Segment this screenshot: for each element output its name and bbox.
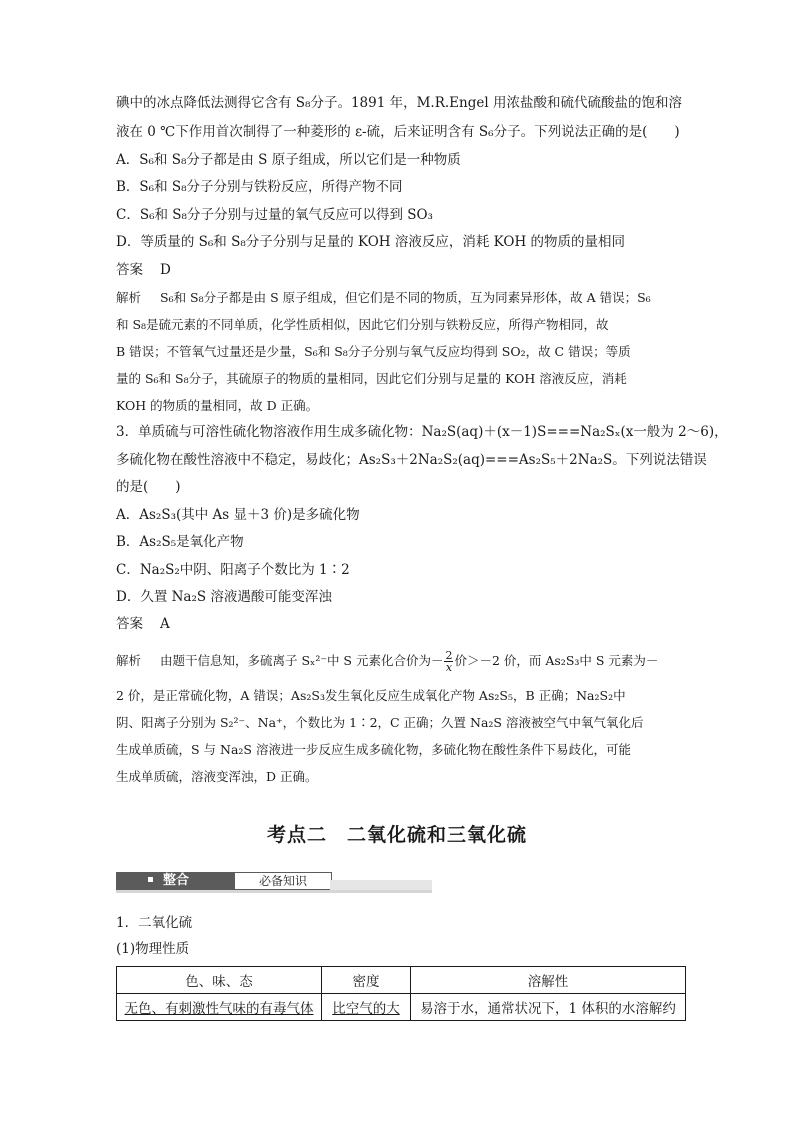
table-header-cell: 色、味、态 bbox=[117, 967, 322, 994]
section-tag-bar bbox=[116, 872, 432, 894]
q3-option-c: C．Na₂S₂中阴、阳离子个数比为 1∶2 bbox=[116, 562, 350, 578]
table-cell: 易溶于水，通常状况下，1 体积的水溶解约 bbox=[411, 994, 686, 1021]
q3-option-a: A．As₂S₃(其中 As 显＋3 价)是多硫化物 bbox=[116, 507, 360, 523]
q2-option-a: A．S₆和 S₈分子都是由 S 原子组成，所以它们是一种物质 bbox=[116, 152, 461, 168]
subsection-heading: 1．二氧化硫 bbox=[116, 915, 193, 931]
analysis-label: 解析 bbox=[116, 290, 142, 305]
q2-option-b: B．S₆和 S₈分子分别与铁粉反应，所得产物不同 bbox=[116, 179, 403, 195]
q3-stem-line1: 3．单质硫与可溶性硫化物溶液作用生成多硫化物：Na₂S(aq)＋(x－1)S===Na₂Sₓ(x一般为 2～6)， bbox=[116, 424, 728, 440]
q2-analysis-line2: 和 S₈是硫元素的不同单质，化学性质相似，因此它们分别与铁粉反应，所得产物相同，故 bbox=[116, 317, 609, 332]
tag-dark bbox=[116, 872, 234, 890]
q3-answer bbox=[116, 615, 170, 633]
analysis-label: 解析 bbox=[116, 653, 142, 668]
q3-analysis-line2: 2 价，是正常硫化物，A 错误；As₂S₃发生氧化反应生成氧化产物 As₂S₅，B 正确；Na₂S₂中 bbox=[116, 688, 626, 703]
q2-analysis-line5: KOH 的物质的量相同，故 D 正确。 bbox=[116, 398, 319, 413]
q3-analysis-line1 bbox=[116, 650, 658, 673]
q3-option-b: B．As₂S₅是氧化产物 bbox=[116, 534, 244, 550]
table-header-cell: 密度 bbox=[322, 967, 411, 994]
fraction-numerator: 2 bbox=[445, 649, 453, 662]
q3-analysis-line5: 生成单质硫，溶液变浑浊，D 正确。 bbox=[116, 769, 318, 784]
fraction bbox=[444, 650, 453, 673]
analysis-text-pre: 由题干信息知，多硫离子 Sₓ²⁻中 S 元素化合价为－ bbox=[160, 653, 444, 668]
q3-analysis-line4: 生成单质硫，S 与 Na₂S 溶液进一步反应生成多硫化物，多硫化物在酸性条件下易歧化，可能 bbox=[116, 742, 631, 757]
q2-analysis-line3: B 错误；不管氧气过量还是少量，S₆和 S₈分子分别与氧气反应均得到 SO₂，故 C 错误；等质 bbox=[116, 344, 631, 359]
q3-stem-line2: 多硫化物在酸性溶液中不稳定，易歧化；As₂S₃＋2Na₂S₂(aq)===As₂S₅＋2Na₂S。下列说法错误 bbox=[116, 452, 707, 468]
q2-analysis-line4: 量的 S₆和 S₈分子，其硫原子的物质的量相同，因此它们分别与足量的 KOH 溶液反应，消耗 bbox=[116, 371, 627, 386]
q2-stem-line1: 碘中的冰点降低法测得它含有 S₈分子。1891 年，M.R.Engel 用浓盐酸和硫代硫酸盐的饱和溶 bbox=[116, 95, 682, 111]
analysis-text-post: 价＞－2 价，而 As₂S₃中 S 元素为－ bbox=[454, 653, 659, 668]
table-row bbox=[117, 994, 686, 1021]
tag-bar-underline bbox=[116, 890, 432, 893]
subsection-subheading: (1)物理性质 bbox=[116, 941, 190, 957]
q3-option-d: D．久置 Na₂S 溶液遇酸可能变浑浊 bbox=[116, 589, 332, 605]
analysis-text: S₆和 S₈分子都是由 S 原子组成，但它们是不同的物质，互为同素异形体，故 A 错误；S₆ bbox=[160, 290, 651, 305]
tag-bar-fill bbox=[330, 880, 432, 890]
table-cell: 无色、有刺激性气味的有毒气体 bbox=[117, 994, 322, 1021]
q3-stem-line3: 的是( ) bbox=[116, 479, 181, 495]
table-header-row bbox=[117, 967, 686, 994]
q3-analysis-line3: 阴、阳离子分别为 S₂²⁻、Na⁺，个数比为 1∶2，C 正确；久置 Na₂S 溶液被空气中氧气氧化后 bbox=[116, 715, 644, 730]
answer-label: 答案 bbox=[116, 616, 143, 632]
square-bullet-icon bbox=[148, 877, 153, 882]
tag-dark-label: 整合 bbox=[163, 873, 190, 888]
answer-value: A bbox=[160, 616, 170, 632]
table-header-cell: 溶解性 bbox=[411, 967, 686, 994]
fraction-denominator: x bbox=[445, 661, 453, 674]
table-cell: 比空气的大 bbox=[322, 994, 411, 1021]
q2-option-d: D．等质量的 S₆和 S₈分子分别与足量的 KOH 溶液反应，消耗 KOH 的物质的量相同 bbox=[116, 234, 626, 250]
answer-label: 答案 bbox=[116, 262, 143, 278]
q2-option-c: C．S₆和 S₈分子分别与过量的氧气反应可以得到 SO₃ bbox=[116, 207, 433, 223]
q2-answer bbox=[116, 261, 171, 279]
q2-stem-line2: 液在 0 ℃下作用首次制得了一种菱形的 ε-硫，后来证明含有 S₆分子。下列说法正确的是( ) bbox=[116, 124, 680, 140]
tag-light: 必备知识 bbox=[234, 872, 332, 890]
physical-properties-table bbox=[116, 966, 686, 1021]
answer-value: D bbox=[160, 262, 171, 278]
section-title: 考点二 二氧化硫和三氧化硫 bbox=[266, 824, 527, 846]
q2-analysis-line1 bbox=[116, 289, 651, 307]
